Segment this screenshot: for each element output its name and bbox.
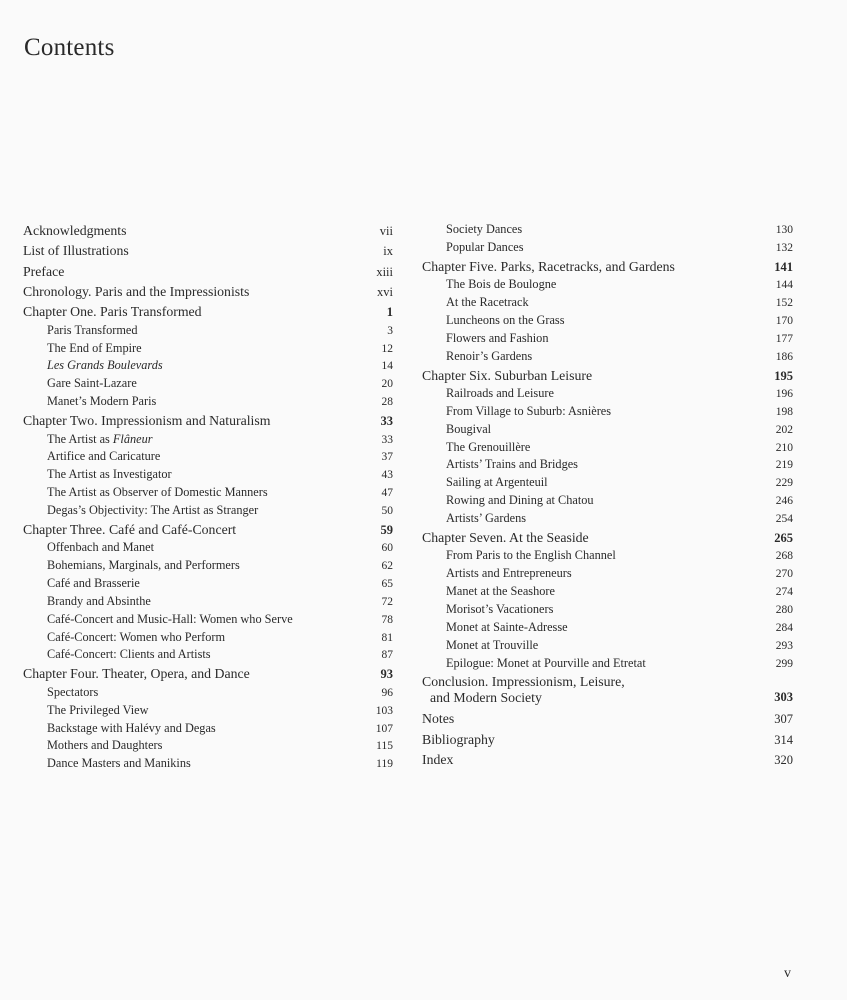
page-number: 78 bbox=[381, 613, 393, 626]
page-number: 115 bbox=[376, 740, 393, 753]
toc-section-entry[interactable] bbox=[23, 502, 393, 520]
page-number: 33 bbox=[381, 433, 393, 446]
toc-chapter-entry[interactable] bbox=[422, 366, 793, 386]
section-title: From Village to Suburb: Asnières bbox=[446, 403, 612, 418]
section-title: Café-Concert: Clients and Artists bbox=[47, 647, 211, 662]
toc-chapter-entry[interactable] bbox=[422, 528, 793, 548]
page-number: 33 bbox=[380, 414, 393, 428]
toc-section-entry[interactable] bbox=[422, 510, 793, 528]
toc-section-entry[interactable] bbox=[422, 403, 793, 421]
section-title: The Artist as Observer of Domestic Manners bbox=[47, 485, 268, 500]
page-number: 60 bbox=[381, 542, 393, 555]
page-number: 3 bbox=[387, 324, 393, 337]
toc-section-entry[interactable] bbox=[422, 601, 793, 619]
page-number: xvi bbox=[377, 284, 393, 299]
page-number: 307 bbox=[774, 712, 793, 727]
entry-title: Preface bbox=[23, 263, 65, 279]
page-number: 202 bbox=[775, 423, 793, 436]
toc-section-entry[interactable] bbox=[422, 312, 793, 330]
page-number: 284 bbox=[775, 621, 793, 634]
entry-title: Bibliography bbox=[422, 731, 495, 747]
toc-section-entry[interactable] bbox=[23, 393, 393, 411]
page-number: 130 bbox=[775, 224, 793, 236]
page-number: 14 bbox=[381, 360, 393, 373]
page-number: 280 bbox=[775, 603, 793, 616]
entry-title-line-1: Conclusion. Impressionism, Leisure, bbox=[422, 674, 625, 690]
toc-section-entry[interactable] bbox=[422, 239, 793, 257]
page-number: 219 bbox=[775, 459, 793, 472]
section-title: Artists’ Gardens bbox=[446, 511, 527, 525]
page-number: 50 bbox=[381, 504, 393, 517]
page-number: 43 bbox=[381, 469, 393, 482]
page-number: ix bbox=[383, 244, 393, 259]
page-number: 119 bbox=[376, 758, 393, 771]
toc-section-entry[interactable] bbox=[23, 539, 393, 557]
toc-section-entry[interactable] bbox=[422, 637, 793, 655]
toc-chapter-entry[interactable] bbox=[23, 520, 393, 540]
page-number: 12 bbox=[381, 342, 393, 355]
page-number: 210 bbox=[775, 441, 793, 454]
section-title-italic: Flâneur bbox=[112, 431, 153, 446]
toc-section-entry[interactable] bbox=[23, 431, 393, 449]
chapter-title: Chapter Two. Impressionism and Naturalism bbox=[23, 413, 271, 428]
toc-section-entry[interactable] bbox=[23, 593, 393, 611]
section-title: Flowers and Fashion bbox=[446, 330, 549, 345]
entry-title-line-2: and Modern Society bbox=[430, 689, 542, 705]
toc-chapter-entry[interactable] bbox=[23, 302, 393, 322]
toc-section-entry[interactable] bbox=[422, 474, 793, 492]
toc-right-column bbox=[422, 221, 793, 770]
toc-section-entry[interactable] bbox=[23, 340, 393, 358]
toc-section-entry[interactable] bbox=[422, 385, 793, 403]
toc-section-entry[interactable] bbox=[23, 629, 393, 647]
section-title: Luncheons on the Grass bbox=[446, 312, 565, 327]
page-number: 103 bbox=[375, 704, 393, 717]
toc-section-entry[interactable] bbox=[422, 276, 793, 294]
page-number: 62 bbox=[381, 560, 393, 573]
toc-section-entry[interactable] bbox=[23, 737, 393, 755]
section-title: Mothers and Daughters bbox=[47, 738, 163, 753]
section-title: Bougival bbox=[446, 421, 492, 436]
section-title: Sailing at Argenteuil bbox=[446, 475, 548, 490]
toc-entry[interactable] bbox=[422, 730, 793, 750]
page-number: 246 bbox=[775, 495, 793, 508]
page-number: 144 bbox=[775, 279, 793, 292]
toc-section-entry[interactable] bbox=[422, 583, 793, 601]
toc-section-entry[interactable] bbox=[23, 575, 393, 593]
page-number: 195 bbox=[774, 368, 793, 383]
toc-section-entry[interactable] bbox=[422, 456, 793, 474]
section-title: Spectators bbox=[47, 684, 99, 699]
section-title: Paris Transformed bbox=[47, 322, 138, 337]
chapter-title: Chapter Five. Parks, Racetracks, and Gardens bbox=[422, 258, 675, 274]
page-number: 274 bbox=[775, 586, 793, 599]
toc-entry[interactable] bbox=[23, 282, 393, 302]
entry-title: Index bbox=[422, 751, 454, 767]
page-number: 196 bbox=[775, 388, 793, 401]
page-number: 293 bbox=[775, 639, 793, 652]
toc-section-entry[interactable] bbox=[422, 619, 793, 637]
page-number: 303 bbox=[774, 689, 793, 704]
entry-title: Chronology. Paris and the Impressionists bbox=[23, 283, 250, 299]
toc-chapter-entry[interactable] bbox=[422, 257, 793, 277]
toc-section-entry[interactable] bbox=[23, 755, 393, 773]
section-title: Society Dances bbox=[446, 222, 523, 236]
page-number: xiii bbox=[376, 264, 393, 279]
section-title: Café-Concert: Women who Perform bbox=[47, 629, 226, 644]
toc-entry[interactable] bbox=[422, 750, 793, 770]
section-title: Brandy and Absinthe bbox=[47, 593, 151, 608]
toc-section-entry[interactable] bbox=[422, 294, 793, 312]
page-number: 65 bbox=[381, 578, 393, 591]
section-title: Backstage with Halévy and Degas bbox=[47, 720, 216, 735]
page-number: 229 bbox=[775, 477, 793, 490]
toc-section-entry[interactable] bbox=[23, 611, 393, 629]
toc-section-entry[interactable] bbox=[422, 348, 793, 366]
toc-section-entry[interactable] bbox=[422, 655, 793, 673]
section-title: Gare Saint-Lazare bbox=[47, 376, 137, 391]
toc-section-entry[interactable] bbox=[23, 557, 393, 575]
section-title: From Paris to the English Channel bbox=[446, 548, 616, 563]
toc-chapter-entry[interactable] bbox=[23, 664, 393, 684]
section-title: The Bois de Boulogne bbox=[446, 277, 557, 292]
section-title: Degas’s Objectivity: The Artist as Stranger bbox=[47, 502, 259, 517]
toc-section-entry[interactable] bbox=[422, 421, 793, 439]
page-number: vii bbox=[379, 224, 393, 238]
toc-section-entry[interactable] bbox=[422, 330, 793, 348]
toc-entry[interactable] bbox=[23, 241, 393, 261]
section-title: Café-Concert and Music-Hall: Women who Serve bbox=[47, 611, 293, 626]
toc-section-entry[interactable] bbox=[23, 357, 393, 375]
section-title: Epilogue: Monet at Pourville and Etretat bbox=[446, 655, 646, 670]
page-number: 314 bbox=[774, 732, 793, 747]
section-title: Popular Dances bbox=[446, 239, 524, 254]
toc-chapter-entry[interactable] bbox=[23, 411, 393, 431]
entry-title: Acknowledgments bbox=[23, 223, 127, 238]
page-number: 254 bbox=[775, 513, 793, 525]
toc-section-entry[interactable] bbox=[422, 565, 793, 583]
page-folio: v bbox=[784, 966, 791, 981]
section-title: Artists and Entrepreneurs bbox=[446, 566, 572, 581]
section-title-prefix: The Artist as bbox=[47, 431, 113, 446]
page-number: 37 bbox=[381, 451, 393, 464]
section-title: The Grenouillère bbox=[446, 439, 531, 454]
toc-conclusion-entry[interactable] bbox=[422, 672, 793, 705]
toc-section-entry[interactable] bbox=[23, 720, 393, 738]
toc-section-entry[interactable] bbox=[23, 466, 393, 484]
page-title: Contents bbox=[24, 34, 115, 61]
section-title: Café and Brasserie bbox=[47, 576, 140, 591]
toc-left-column bbox=[23, 221, 393, 773]
page-number: 270 bbox=[775, 568, 793, 581]
page-number: 186 bbox=[775, 350, 793, 363]
section-title: Monet at Trouville bbox=[446, 637, 539, 652]
section-title: Rowing and Dining at Chatou bbox=[446, 493, 594, 508]
section-title: At the Racetrack bbox=[446, 295, 529, 310]
page-number: 141 bbox=[774, 259, 793, 274]
section-title: The End of Empire bbox=[47, 340, 142, 355]
section-title: Artists’ Trains and Bridges bbox=[446, 457, 578, 472]
section-title: Manet at the Seashore bbox=[446, 584, 555, 599]
section-title: Railroads and Leisure bbox=[446, 386, 554, 401]
section-title: Bohemians, Marginals, and Performers bbox=[47, 558, 240, 573]
page-number: 1 bbox=[386, 305, 393, 320]
section-title: Dance Masters and Manikins bbox=[47, 756, 191, 771]
entry-title: List of Illustrations bbox=[23, 243, 129, 259]
page-number: 96 bbox=[381, 686, 393, 699]
section-title: Morisot’s Vacationers bbox=[446, 601, 554, 616]
page-number: 177 bbox=[775, 332, 793, 345]
section-title: The Artist as Investigator bbox=[47, 467, 172, 482]
toc-entry[interactable] bbox=[23, 221, 393, 241]
toc-section-entry[interactable] bbox=[23, 322, 393, 340]
page-number: 47 bbox=[381, 487, 393, 500]
toc-entry[interactable] bbox=[23, 262, 393, 282]
toc-entry[interactable] bbox=[422, 709, 793, 729]
toc-section-entry[interactable] bbox=[23, 684, 393, 702]
chapter-title: Chapter Three. Café and Café-Concert bbox=[23, 521, 237, 537]
page-number: 93 bbox=[380, 667, 393, 682]
page-number: 87 bbox=[381, 649, 393, 662]
page-number: 72 bbox=[381, 595, 393, 608]
section-title: Offenbach and Manet bbox=[47, 540, 154, 555]
toc-section-entry[interactable] bbox=[23, 448, 393, 466]
section-title: Manet’s Modern Paris bbox=[47, 394, 157, 409]
entry-title: Notes bbox=[422, 711, 455, 727]
section-title: Les Grands Boulevards bbox=[47, 358, 163, 373]
chapter-title: Chapter Six. Suburban Leisure bbox=[422, 367, 593, 383]
toc-section-entry[interactable] bbox=[23, 646, 393, 664]
toc-section-entry[interactable] bbox=[422, 547, 793, 565]
toc-section-entry[interactable] bbox=[23, 702, 393, 720]
entry-title bbox=[422, 674, 625, 705]
page-number: 152 bbox=[775, 297, 793, 310]
toc-section-entry[interactable] bbox=[23, 375, 393, 393]
chapter-title: Chapter Seven. At the Seaside bbox=[422, 529, 589, 545]
chapter-title: Chapter One. Paris Transformed bbox=[23, 304, 202, 320]
page-number: 59 bbox=[380, 522, 393, 537]
page-number: 132 bbox=[775, 241, 793, 254]
page-number: 198 bbox=[775, 405, 793, 418]
toc-section-entry[interactable] bbox=[422, 439, 793, 457]
toc-section-entry[interactable] bbox=[422, 221, 793, 239]
section-title: Renoir’s Gardens bbox=[446, 348, 533, 363]
page-number: 28 bbox=[381, 396, 393, 409]
section-title: The Privileged View bbox=[47, 702, 149, 717]
page-number: 107 bbox=[375, 722, 393, 735]
page-number: 299 bbox=[775, 657, 793, 670]
section-title: Artifice and Caricature bbox=[47, 449, 161, 464]
section-title bbox=[47, 431, 153, 449]
page-number: 265 bbox=[774, 530, 793, 545]
chapter-title: Chapter Four. Theater, Opera, and Dance bbox=[23, 666, 250, 682]
toc-section-entry[interactable] bbox=[422, 492, 793, 510]
section-title: Monet at Sainte-Adresse bbox=[446, 619, 568, 634]
page-number: 170 bbox=[775, 314, 793, 327]
page-number: 81 bbox=[381, 631, 393, 644]
toc-section-entry[interactable] bbox=[23, 484, 393, 502]
page-number: 320 bbox=[774, 752, 793, 767]
page-number: 20 bbox=[381, 378, 393, 391]
page-number: 268 bbox=[775, 550, 793, 563]
